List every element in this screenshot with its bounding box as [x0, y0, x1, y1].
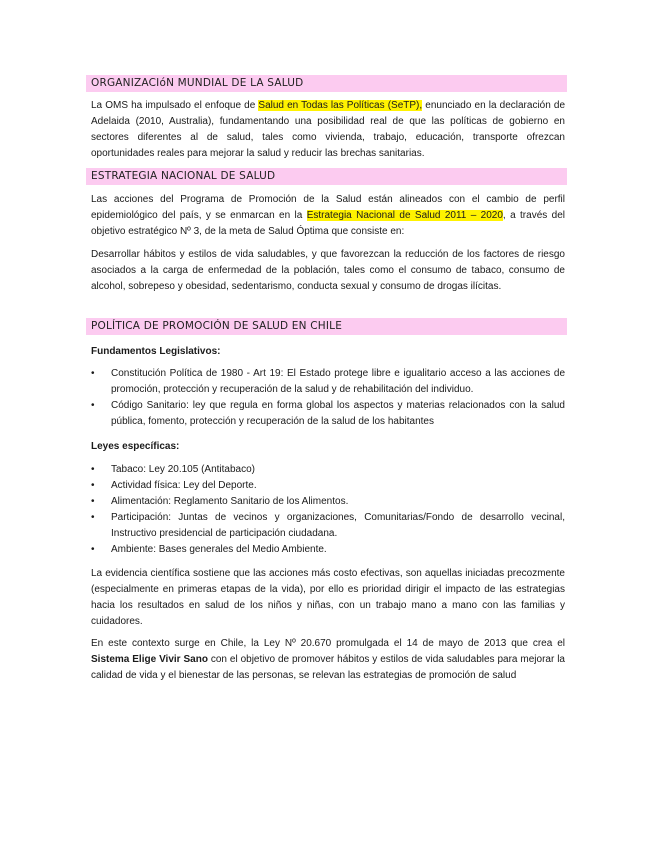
list-item-text: Alimentación: Reglamento Sanitario de los Alimentos. — [111, 496, 349, 507]
list-item — [91, 494, 565, 510]
text-run: En este contexto surge en Chile, la Ley Nº 20.670 promulgada el 14 de mayo de 2013 que crea el — [91, 638, 565, 649]
list-item — [91, 478, 565, 494]
list-item — [91, 542, 565, 558]
leyes-list — [91, 462, 565, 558]
bullet-icon: • — [91, 400, 95, 411]
paragraph-oms — [91, 98, 565, 162]
subheading-leyes: Leyes específicas: — [91, 441, 180, 452]
paragraph-evidencia: La evidencia científica sostiene que las acciones más costo efectivas, son aquellas iniciadas precozmente (especialmente en primeras etapas de la vida), por ello es prioridad dirigir el impacto de las estrategias hacia los resultados en salud de los niños y niñas, con un trabajo mano a mano con las familias y cuidadores. — [91, 568, 565, 627]
text-run: enunciado en la declaración de Adelaida (2010, Australia), fundamentando una posibilidad real de que las políticas de gobierno en sectores diferentes al de salud, tales como vivienda, trabajo, educación, transporte ofrezcan oportunidades reales para mejorar la salud y reducir las brechas sanitarias. — [91, 100, 566, 159]
section-heading-politica: POLÍTICA DE PROMOCIÓN DE SALUD EN CHILE — [86, 318, 567, 335]
paragraph-contexto — [91, 636, 565, 684]
list-item — [91, 366, 565, 398]
list-item-text: Ambiente: Bases generales del Medio Ambiente. — [111, 544, 327, 555]
text-run: La OMS ha impulsado el enfoque de — [91, 100, 259, 111]
bold-text: Sistema Elige Vivir Sano — [91, 654, 208, 665]
text-run: Las acciones del Programa de Promoción de la Salud están alineados con el cambio de perfil epidemiológico del país, y se enmarcan en la — [91, 194, 565, 221]
list-item-text: Constitución Política de 1980 - Art 19: El Estado protege libre e igualitario acceso a las acciones de promoción, protección y recuperación de la salud y de rehabilitación del individuo. — [111, 368, 565, 395]
bullet-icon: • — [91, 480, 95, 491]
list-item-text: Actividad física: Ley del Deporte. — [111, 480, 257, 491]
bullet-icon: • — [91, 544, 95, 555]
bullet-icon: • — [91, 368, 95, 379]
paragraph-estrategia — [91, 192, 565, 240]
bullet-icon: • — [91, 464, 95, 475]
section-heading-oms: ORGANIZACIóN MUNDIAL DE LA SALUD — [86, 75, 567, 92]
paragraph-estrategia-objetivo: Desarrollar hábitos y estilos de vida saludables, y que favorezcan la reducción de los factores de riesgo asociados a la carga de enfermedad de la población, tales como el consumo de tabaco, consumo de alcohol, sobrepeso y obesidad, sedentarismo, conducta sexual y consumo de drogas ilícitas. — [91, 249, 565, 292]
highlighted-text: Salud en Todas las Políticas (SeTP), — [258, 100, 423, 111]
list-item-text: Código Sanitario: ley que regula en forma global los aspectos y materias relacionados con la salud pública, fomento, protección y recuperación de la salud de los habitantes — [111, 400, 565, 427]
bullet-icon: • — [91, 512, 95, 523]
text-run: con el objetivo de promover hábitos y estilos de vida saludables para mejorar la calidad de vida y el bienestar de las personas, se relevan las estrategias de promoción de salud — [91, 654, 565, 681]
text-run: , a través del objetivo estratégico Nº 3, de la meta de Salud Óptima que consiste en: — [91, 210, 565, 237]
list-item — [91, 462, 565, 478]
subheading-fundamentos: Fundamentos Legislativos: — [91, 346, 221, 357]
list-item-text: Participación: Juntas de vecinos y organizaciones, Comunitarias/Fondo de desarrollo vecinal, Instructivo presidencial de participación ciudadana. — [111, 512, 565, 539]
highlighted-text: Estrategia Nacional de Salud 2011 – 2020 — [306, 210, 503, 221]
bullet-icon: • — [91, 496, 95, 507]
list-item-text: Tabaco: Ley 20.105 (Antitabaco) — [111, 464, 255, 475]
fundamentos-list — [91, 366, 565, 430]
section-heading-estrategia: ESTRATEGIA NACIONAL DE SALUD — [86, 168, 567, 185]
list-item — [91, 398, 565, 430]
list-item — [91, 510, 565, 542]
